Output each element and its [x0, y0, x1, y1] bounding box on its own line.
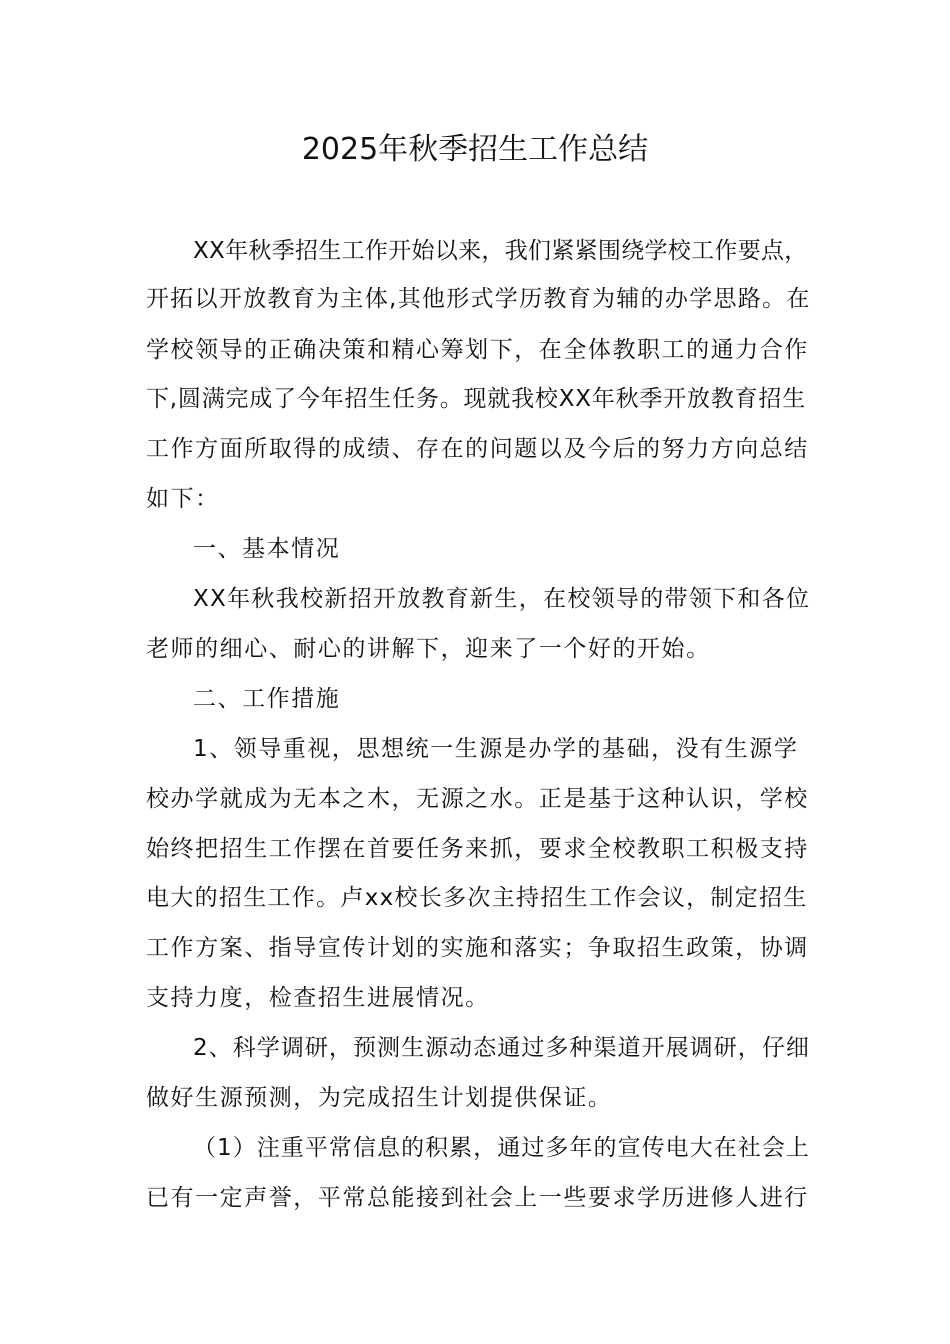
paragraph-line: 电大的招生工作。卢xx校长多次主持招生工作会议，制定招生 [146, 885, 808, 911]
paragraph-line: 支持力度，检查招生进展情况。 [146, 985, 490, 1011]
paragraph-line: 校办学就成为无本之木，无源之水。正是基于这种认识，学校 [146, 786, 809, 812]
paragraph-line: XX年秋我校新招开放教育新生，在校领导的带领下和各位 [193, 586, 811, 612]
paragraph-line: 始终把招生工作摆在首要任务来抓，要求全校教职工积极支持 [146, 836, 809, 862]
paragraph-line: 工作方案、指导宣传计划的实施和落实；争取招生政策，协调 [146, 935, 809, 961]
paragraph-line: 工作方面所取得的成绩、存在的问题以及今后的努力方向总结 [146, 436, 809, 462]
paragraph-line: 学校领导的正确决策和精心筹划下，在全体教职工的通力合作 [146, 337, 809, 363]
paragraph-line: 开拓以开放教育为主体,其他形式学历教育为辅的办学思路。在 [146, 286, 811, 312]
section-heading: 二、工作措施 [193, 686, 341, 712]
paragraph-line: 1、领导重视，思想统一生源是办学的基础，没有生源学 [193, 736, 799, 762]
document-title: 2025年秋季招生工作总结 [301, 132, 649, 167]
paragraph-line: 下,圆满完成了今年招生任务。现就我校XX年秋季开放教育招生 [146, 386, 807, 412]
paragraph-line: （1）注重平常信息的积累，通过多年的宣传电大在社会上 [193, 1135, 810, 1161]
section-heading: 一、基本情况 [193, 536, 341, 562]
paragraph-line: 已有一定声誉，平常总能接到社会上一些要求学历进修人进行 [146, 1185, 809, 1211]
paragraph-line: 2、科学调研，预测生源动态通过多种渠道开展调研，仔细 [193, 1035, 810, 1061]
paragraph-line: 老师的细心、耐心的讲解下，迎来了一个好的开始。 [146, 636, 711, 662]
paragraph-line: 做好生源预测，为完成招生计划提供保证。 [146, 1085, 613, 1111]
paragraph-line: 如下： [146, 486, 220, 512]
paragraph-line: XX年秋季招生工作开始以来，我们紧紧围绕学校工作要点， [193, 238, 808, 264]
